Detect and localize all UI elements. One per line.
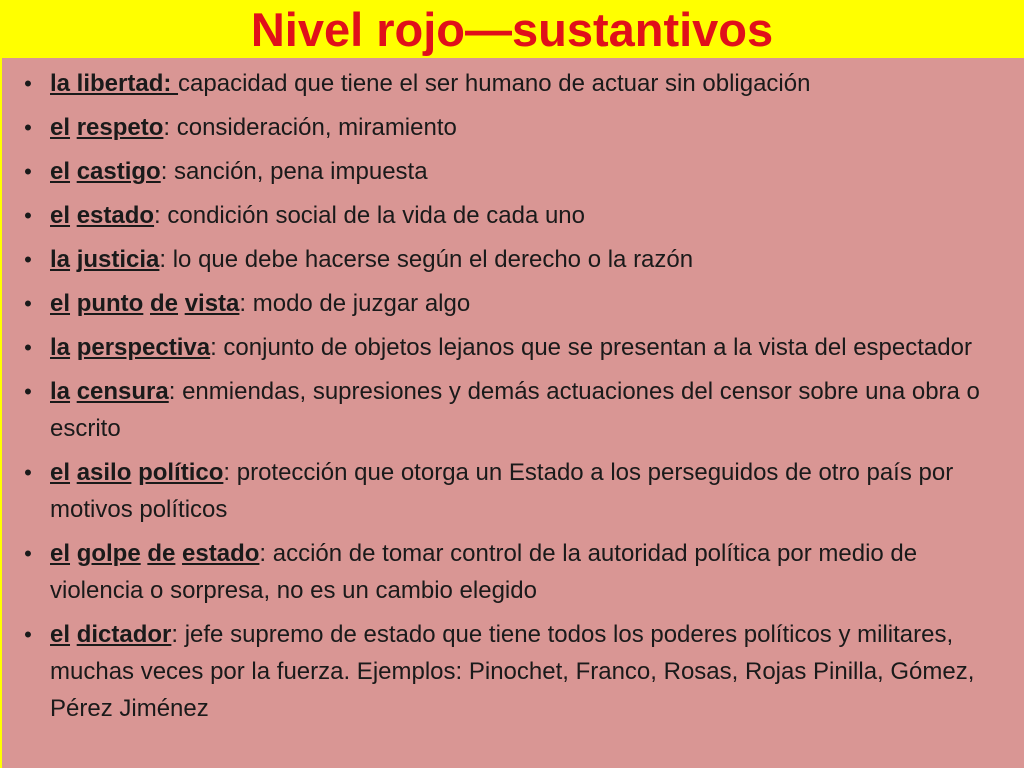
content-panel (2, 58, 1024, 768)
term-word: estado (182, 540, 260, 567)
list-item (16, 285, 1004, 322)
slide-title: Nivel rojo—sustantivos (250, 3, 774, 56)
bullet-icon: • (24, 115, 32, 140)
term-word: el (50, 114, 71, 141)
definition-text: : sanción, pena impuesta (160, 158, 428, 185)
definition-text (70, 459, 77, 486)
term-word: punto (76, 290, 144, 317)
definition-text: : jefe supremo de estado que tiene todos los poderes políticos y militares, muchas veces por la fuerza. Ejemplos: Pinochet, Franco, Rosas, Rojas Pinilla, Gómez, Pérez Jiménez (50, 621, 975, 722)
definition-text (70, 334, 77, 361)
term-word: el (50, 202, 71, 229)
definition-text: : acción de tomar control de la autoridad política por medio de violencia o sorpresa, no es un cambio elegido (50, 540, 918, 604)
definition-text (70, 246, 77, 273)
term-word: la libertad: (50, 70, 179, 97)
definition-text: : enmiendas, supresiones y demás actuaciones del censor sobre una obra o escrito (50, 378, 980, 442)
term-word: el (50, 459, 71, 486)
definition-text (70, 540, 77, 567)
definition-text: : protección que otorga un Estado a los perseguidos de otro país por motivos políticos (50, 459, 954, 523)
term-word: el (50, 290, 71, 317)
definition-text: : modo de juzgar algo (239, 290, 471, 317)
bullet-icon: • (24, 622, 32, 647)
list-item (16, 616, 1004, 727)
term-word: de (150, 290, 179, 317)
term-word: vista (184, 290, 240, 317)
bullet-icon: • (24, 335, 32, 360)
list-item (16, 373, 1004, 447)
definition-text: : conjunto de objetos lejanos que se presentan a la vista del espectador (210, 334, 972, 361)
term-word: justicia (76, 246, 160, 273)
term-word: de (147, 540, 176, 567)
list-item (16, 109, 1004, 146)
definition-text (143, 290, 150, 317)
bullet-icon: • (24, 460, 32, 485)
bullet-icon: • (24, 541, 32, 566)
list-item (16, 454, 1004, 528)
bullet-icon: • (24, 379, 32, 404)
list-item (16, 153, 1004, 190)
bullet-icon: • (24, 247, 32, 272)
bullet-icon: • (24, 71, 32, 96)
list-item (16, 241, 1004, 278)
bullet-icon: • (24, 159, 32, 184)
term-word: castigo (76, 158, 161, 185)
definition-text (70, 158, 77, 185)
vocabulary-list (2, 58, 1024, 727)
title-bar (0, 0, 1024, 58)
definition-text: capacidad que tiene el ser humano de actuar sin obligación (178, 70, 811, 97)
term-word: la (50, 334, 71, 361)
term-word: el (50, 621, 71, 648)
definition-text: : lo que debe hacerse según el derecho o la razón (159, 246, 694, 273)
term-word: la (50, 246, 71, 273)
definition-text: : condición social de la vida de cada uno (154, 202, 586, 229)
definition-text: : consideración, miramiento (163, 114, 457, 141)
definition-text (178, 290, 185, 317)
term-word: dictador (76, 621, 172, 648)
term-word: perspectiva (76, 334, 211, 361)
definition-text (70, 202, 77, 229)
term-word: censura (76, 378, 169, 405)
list-item (16, 329, 1004, 366)
list-item (16, 197, 1004, 234)
list-item (16, 65, 1004, 102)
definition-text (70, 114, 77, 141)
bullet-icon: • (24, 203, 32, 228)
definition-text (70, 621, 77, 648)
term-word: asilo (76, 459, 132, 486)
term-word: estado (76, 202, 155, 229)
definition-text (70, 290, 77, 317)
term-word: el (50, 158, 71, 185)
term-word: golpe (76, 540, 141, 567)
term-word: político (138, 459, 224, 486)
term-word: el (50, 540, 71, 567)
definition-text (70, 378, 77, 405)
list-item (16, 535, 1004, 609)
term-word: la (50, 378, 71, 405)
bullet-icon: • (24, 291, 32, 316)
term-word: respeto (76, 114, 164, 141)
